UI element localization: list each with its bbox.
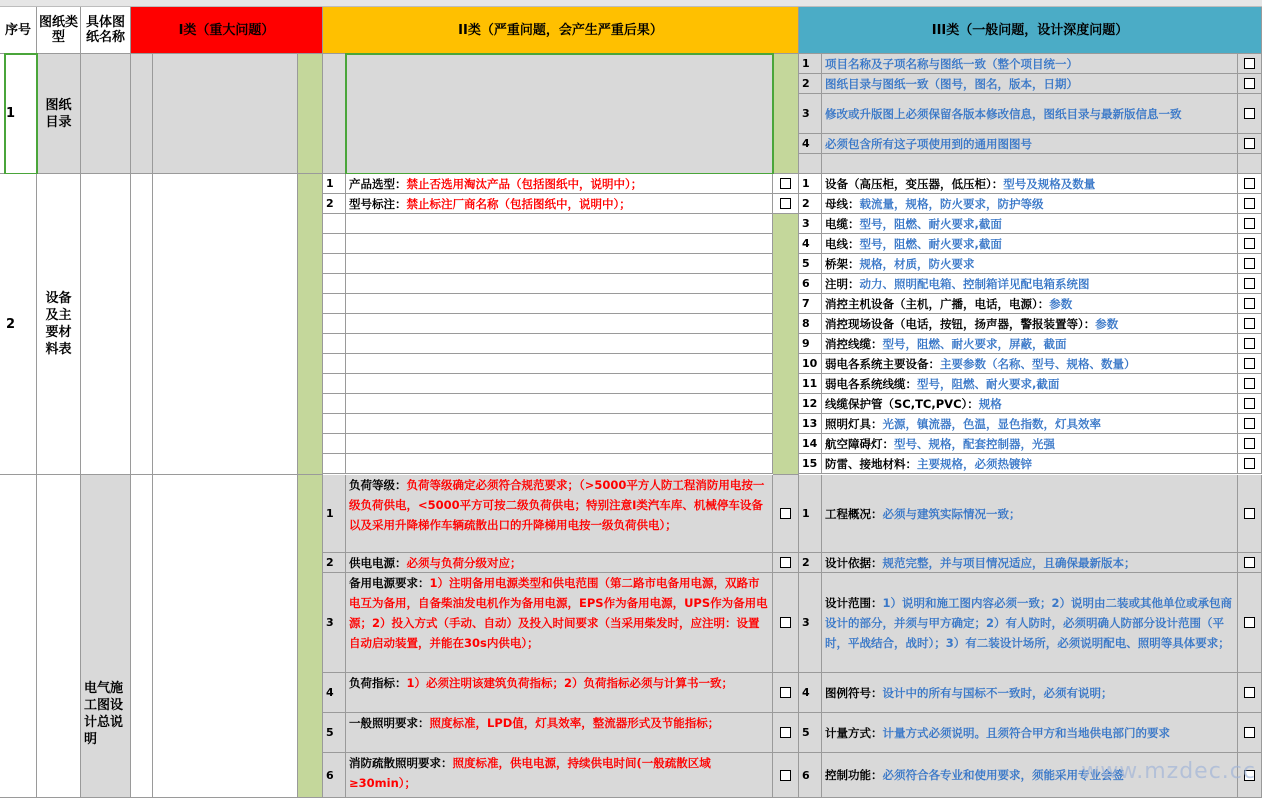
r2c3-num-6[interactable]: 6 [799,274,822,294]
item-content [825,294,1072,314]
item-label: 供电电源： [349,556,407,570]
checkbox-icon[interactable] [780,198,791,209]
r2c2-text-empty[interactable] [346,414,773,434]
item-text: 规格，材质，防火要求 [859,256,975,271]
row2-seq-cell[interactable] [0,174,37,475]
item-label: 设计依据： [825,555,883,570]
checkbox-icon[interactable] [780,508,791,519]
checkbox-icon[interactable] [1244,78,1255,89]
item-content [825,374,1059,394]
checkbox-icon[interactable] [1244,458,1255,469]
r3c2-text-2[interactable] [346,553,773,573]
item-label: 桥架： [825,256,860,271]
row1-cat1-text[interactable] [153,54,298,174]
item-content [825,334,1067,354]
r2c2-text-1[interactable] [346,174,773,194]
r2c3-check-8[interactable] [1238,314,1262,334]
r2c3-text-5[interactable] [822,254,1238,274]
item-content [825,504,1021,524]
r2c2-num-empty[interactable] [323,294,346,314]
checkbox-icon[interactable] [1244,138,1255,149]
r2c2-text-empty[interactable] [346,354,773,374]
row1-cat1-num[interactable] [131,54,153,174]
r3c2-check-5[interactable] [773,713,799,753]
r3c2-check-3[interactable] [773,573,799,673]
item-content [349,194,631,214]
r3c2-check-4[interactable] [773,673,799,713]
checkbox-icon[interactable] [1244,378,1255,389]
r2c3-text-15[interactable] [822,454,1238,474]
row2-type: 设备及主要材料表 [45,291,72,357]
item-label: 弱电各系统线缆： [825,376,917,391]
r2c2-text-empty[interactable] [346,454,773,474]
checkbox-icon[interactable] [1244,398,1255,409]
item-content [825,553,1136,573]
checkbox-icon[interactable] [1244,218,1255,229]
r1c3-check-empty[interactable] [1238,154,1262,174]
item-text: 1）注明备用电源类型和供电范围（第二路市电备用电源，双路市电互为备用，自备柴油发电机作为备用电源，EPS作为备用电源，UPS作为备用电源；2）投入方式（手动、自动）及投入时间要求（当采用柴发时，应注明：设置自动启动装置，并能在30s内供电）； [349,576,768,650]
r2c3-text-6[interactable] [822,274,1238,294]
r3c3-num-2[interactable]: 2 [799,553,822,573]
r2c2-check-2[interactable] [773,194,799,214]
r3c3-text-4[interactable] [822,673,1238,713]
item-text: 照度标准，LPD值，灯具效率，整流器形式及节能指标； [429,716,720,730]
item-text: 型号，阻燃、耐火要求，屏蔽，截面 [882,336,1067,351]
item-text: 光源，镇流器，色温，显色指数，灯具效率 [882,416,1101,431]
checkbox-icon[interactable] [780,770,791,781]
item-text: 参数 [1049,296,1073,311]
row2-name-cell[interactable] [81,174,131,475]
item-content [349,573,769,653]
item-content [825,434,1055,454]
r2c3-num-8[interactable]: 8 [799,314,822,334]
r1c3-text-1[interactable]: 项目名称及子项名称与图纸一致（整个项目统一） [822,54,1238,74]
item-content [825,194,1044,214]
header-category-3[interactable]: III类（一般问题，设计深度问题） [799,7,1262,54]
checkbox-icon[interactable] [1244,278,1255,289]
row-selection-outline [4,53,38,175]
r2c3-num-12[interactable]: 12 [799,394,822,414]
item-text: 型号，阻燃、耐火要求,截面 [917,376,1060,391]
item-label: 照明灯具： [825,416,883,431]
r2c3-check-6[interactable] [1238,274,1262,294]
row3-name-cell[interactable] [81,475,131,798]
r3c3-num-6[interactable]: 6 [799,753,822,798]
r1c3-num-3[interactable]: 3 [799,94,822,134]
r2c2-text-empty[interactable] [346,254,773,274]
r2c2-text-empty[interactable] [346,374,773,394]
r2c3-check-4[interactable] [1238,234,1262,254]
row1-cat2-check[interactable] [773,54,799,174]
row2-seq: 2 [6,316,16,332]
r2c3-num-11[interactable]: 11 [799,374,822,394]
checkbox-icon[interactable] [1244,258,1255,269]
checkbox-icon[interactable] [780,617,791,628]
selected-cell-outline [345,53,774,175]
r2c2-num-empty[interactable] [323,374,346,394]
r1c3-num-1[interactable]: 1 [799,54,822,74]
r1c3-text-2[interactable]: 图纸目录与图纸一致（图号，图名，版本，日期） [822,74,1238,94]
item-label: 消控线缆： [825,336,883,351]
r1c3-num-empty[interactable] [799,154,822,174]
r2c3-num-13[interactable]: 13 [799,414,822,434]
r2c3-check-10[interactable] [1238,354,1262,374]
item-text: 型号、规格，配套控制器，光强 [894,436,1055,451]
item-text: 必须符合各专业和使用要求，须能采用专业会签 [882,768,1124,782]
row1-cat2-num[interactable] [323,54,346,174]
item-text: 禁止标注厂商名称（包括图纸中，说明中）； [406,196,631,211]
item-label: 产品选型： [349,176,407,191]
r2c3-num-9[interactable]: 9 [799,334,822,354]
r3c2-num-1[interactable]: 1 [323,475,346,553]
row1-name-cell[interactable] [81,54,131,174]
column-header-bar [0,0,1262,7]
r3c2-check-6[interactable] [773,753,799,798]
r2c3-text-13[interactable] [822,414,1238,434]
header-drawing-name[interactable]: 具体图纸名称 [81,7,131,54]
item-content [825,314,1118,334]
item-label: 弱电各系统主要设备： [825,356,940,371]
r2c2-num-2[interactable]: 2 [323,194,346,214]
item-text: 禁止否选用淘汰产品（包括图纸中，说明中）； [406,176,643,191]
item-text: 载流量，规格，防火要求，防护等级 [859,196,1044,211]
row3-seq-cell[interactable] [0,475,37,798]
r1c3-text-4[interactable]: 必须包含所有这子项使用到的通用图图号 [822,134,1238,154]
item-content [825,214,1002,234]
r3c3-text-1[interactable] [822,475,1238,553]
item-label: 消控主机设备（主机，广播，电话，电源）： [825,296,1050,311]
r2c3-text-12[interactable] [822,394,1238,414]
checkbox-icon[interactable] [1244,338,1255,349]
row2-cat2-check-col[interactable] [773,174,799,475]
header-category-1[interactable]: I类（重大问题） [131,7,323,54]
r2c2-num-empty[interactable] [323,254,346,274]
r3c3-check-1[interactable] [1238,475,1262,553]
r3c3-text-3[interactable] [822,573,1238,673]
r2c2-text-empty[interactable] [346,234,773,254]
r3c2-text-1[interactable] [346,475,773,553]
r3c2-num-6[interactable]: 6 [323,753,346,798]
item-content [349,475,769,535]
item-text: 参数 [1095,316,1119,331]
checkbox-icon[interactable] [1244,508,1255,519]
item-label: 负荷等级： [349,478,407,492]
r2c3-check-1[interactable] [1238,174,1262,194]
checkbox-icon[interactable] [780,687,791,698]
row3-cat1-num[interactable] [131,475,153,798]
r2c3-text-9[interactable] [822,334,1238,354]
checkbox-icon[interactable] [1244,318,1255,329]
r3c3-num-3[interactable]: 3 [799,573,822,673]
r2c3-text-8[interactable] [822,314,1238,334]
item-content [825,254,975,274]
r2c3-num-15[interactable]: 15 [799,454,822,474]
r3c3-num-1[interactable]: 1 [799,475,822,553]
item-text: 负荷等级确定必须符合规范要求；（>5000平方人防工程消防用电按一级负荷供电，<5000平方可按二级负荷供电；特别注意Ⅰ类汽车库、机械停车设备以及采用升降梯作车辆疏散出口的升降梯用电按一级负荷供电）； [349,478,765,532]
r2c2-num-empty[interactable] [323,314,346,334]
item-content [825,683,1113,703]
r3c2-text-6[interactable] [346,753,773,798]
r2c2-num-empty[interactable] [323,454,346,474]
r3c2-text-5[interactable] [346,713,773,753]
r3c3-num-5[interactable]: 5 [799,713,822,753]
item-label: 计量方式： [825,725,883,740]
r2c2-text-empty[interactable] [346,334,773,354]
checkbox-icon[interactable] [1244,298,1255,309]
checkbox-icon[interactable] [1244,687,1255,698]
item-label: 设计范围： [825,595,883,610]
r3c3-text-2[interactable] [822,553,1238,573]
item-label: 电线： [825,236,860,251]
checkbox-icon[interactable] [1244,557,1255,568]
r3c3-text-5[interactable] [822,713,1238,753]
checkbox-icon[interactable] [1244,418,1255,429]
r2c3-text-4[interactable] [822,234,1238,254]
r2c2-num-empty[interactable] [323,234,346,254]
item-content [825,765,1124,785]
row3-name: 电气施工图设计总说明 [84,681,124,747]
item-content [349,553,769,573]
r2c3-num-3[interactable]: 3 [799,214,822,234]
item-text: 1）必须注明该建筑负荷指标；2）负荷指标必须与计算书一致； [406,676,734,690]
r1c3-check-3[interactable] [1238,94,1262,134]
r2c3-check-15[interactable] [1238,454,1262,474]
item-content [349,673,769,693]
r2c3-num-2[interactable]: 2 [799,194,822,214]
item-label: 线缆保护管（SC,TC,PVC）： [825,396,979,411]
item-text: 规范完整，并与项目情况适应，且确保最新版本； [882,555,1136,570]
r2c3-num-10[interactable]: 10 [799,354,822,374]
header-category-2[interactable]: II类（严重问题，会产生严重后果） [323,7,799,54]
r2c2-num-empty[interactable] [323,394,346,414]
r2c3-check-13[interactable] [1238,414,1262,434]
r2c2-text-empty[interactable] [346,394,773,414]
r2c3-check-7[interactable] [1238,294,1262,314]
r3c3-check-3[interactable] [1238,573,1262,673]
row2-type-cell[interactable] [37,174,81,475]
item-text: 计量方式必须说明。且须符合甲方和当地供电部门的要求 [882,725,1170,740]
r2c3-check-5[interactable] [1238,254,1262,274]
item-text: 型号及规格及数量 [1003,176,1096,191]
item-content [349,753,769,793]
r3c2-num-4[interactable]: 4 [323,673,346,713]
r1c3-num-4[interactable]: 4 [799,134,822,154]
row1-type: 图纸目录 [45,97,72,130]
item-content [825,593,1234,653]
r2c3-check-14[interactable] [1238,434,1262,454]
r3c3-check-4[interactable] [1238,673,1262,713]
item-text: 主要参数（名称、型号、规格、数量） [940,356,1136,371]
r2c2-check-1[interactable] [773,174,799,194]
r2c3-text-10[interactable] [822,354,1238,374]
row2-cat1-num[interactable] [131,174,153,475]
item-text: 照度标准，供电电源，持续供电时间(一般疏散区域≥30min）； [349,756,711,790]
r2c3-text-1[interactable] [822,174,1238,194]
item-text: 动力、照明配电箱、控制箱详见配电箱系统图 [859,276,1090,291]
r3c2-text-3[interactable] [346,573,773,673]
checkbox-icon[interactable] [780,557,791,568]
row1-seq: 1 [6,106,16,121]
row3-cat1-text[interactable] [153,475,298,798]
r2c2-num-1[interactable]: 1 [323,174,346,194]
row1-cat1-check[interactable] [298,54,323,174]
r3c2-num-5[interactable]: 5 [323,713,346,753]
r2c3-num-5[interactable]: 5 [799,254,822,274]
r2c3-text-7[interactable] [822,294,1238,314]
r2c2-text-2[interactable] [346,194,773,214]
r2c3-num-4[interactable]: 4 [799,234,822,254]
r2c3-text-3[interactable] [822,214,1238,234]
r1c3-text-3[interactable]: 修改或升版图上必须保留各版本修改信息，图纸目录与最新版信息一致 [822,94,1238,134]
watermark: www.mzdec.cc [1081,759,1256,784]
r3c3-num-4[interactable]: 4 [799,673,822,713]
checkbox-icon[interactable] [780,178,791,189]
r3c3-check-2[interactable] [1238,553,1262,573]
r2c2-text-empty[interactable] [346,434,773,454]
row2-cat1-text[interactable] [153,174,298,475]
r1c3-num-2[interactable]: 2 [799,74,822,94]
r2c3-text-2[interactable] [822,194,1238,214]
checkbox-icon[interactable] [1244,438,1255,449]
item-content [825,394,1002,414]
item-label: 电缆： [825,216,860,231]
r2c3-text-14[interactable] [822,434,1238,454]
item-label: 型号标注： [349,196,407,211]
item-label: 备用电源要求： [349,576,430,590]
item-label: 负荷指标： [349,676,407,690]
r2c3-check-11[interactable] [1238,374,1262,394]
item-text: 型号，阻燃、耐火要求,截面 [859,216,1002,231]
r2c2-text-empty[interactable] [346,274,773,294]
r3c2-text-4[interactable] [346,673,773,713]
r2c3-num-1[interactable]: 1 [799,174,822,194]
item-content [825,234,1002,254]
r2c2-num-empty[interactable] [323,214,346,234]
checkbox-icon[interactable] [1244,238,1255,249]
item-content [825,354,1136,374]
r3c3-check-5[interactable] [1238,713,1262,753]
item-label: 设备（高压柜，变压器，低压柜）： [825,176,1004,191]
r1c3-check-2[interactable] [1238,74,1262,94]
r2c2-num-empty[interactable] [323,434,346,454]
item-label: 航空障碍灯： [825,436,894,451]
row3-type-cell[interactable] [37,475,81,798]
item-text: 必须与负荷分级对应； [406,556,522,570]
item-label: 防雷、接地材料： [825,456,917,471]
row1-type-cell[interactable] [37,54,81,174]
item-content [825,414,1101,434]
item-text: 设计中的所有与国标不一致时，必须有说明； [882,685,1113,700]
checkbox-icon[interactable] [1244,727,1255,738]
item-label: 图例符号： [825,685,883,700]
r2c3-check-2[interactable] [1238,194,1262,214]
r2c3-check-12[interactable] [1238,394,1262,414]
checkbox-icon[interactable] [780,727,791,738]
item-text: 型号，阻燃、耐火要求,截面 [859,236,1002,251]
r2c2-text-empty[interactable] [346,314,773,334]
item-label: 消防疏散照明要求： [349,756,453,770]
row2-cat1-check[interactable] [298,174,323,475]
header-drawing-type[interactable]: 图纸类型 [37,7,81,54]
item-text: 规格 [978,396,1002,411]
checkbox-icon[interactable] [1244,617,1255,628]
r2c2-text-empty[interactable] [346,214,773,234]
r2c3-text-11[interactable] [822,374,1238,394]
checkbox-icon[interactable] [1244,198,1255,209]
r2c2-num-empty[interactable] [323,274,346,294]
checkbox-icon[interactable] [1244,58,1255,69]
item-label: 母线： [825,196,860,211]
r3c2-num-2[interactable]: 2 [323,553,346,573]
r2c2-num-empty[interactable] [323,334,346,354]
r2c3-check-3[interactable] [1238,214,1262,234]
checkbox-icon[interactable] [1244,358,1255,369]
r2c2-num-empty[interactable] [323,414,346,434]
item-label: 消控现场设备（电话，按钮，扬声器，警报装置等）： [825,316,1096,331]
r2c3-check-9[interactable] [1238,334,1262,354]
item-content [349,713,769,733]
item-text: 主要规格，必须热镀锌 [917,456,1032,471]
item-label: 注明： [825,276,860,291]
r2c2-text-empty[interactable] [346,294,773,314]
r3c2-num-3[interactable]: 3 [323,573,346,673]
checkbox-icon[interactable] [1244,178,1255,189]
item-text: 1）说明和施工图内容必须一致；2）说明由二装或其他单位或承包商设计的部分，并须与甲方确定；2）有人防时，必须明确人防部分设计范围（平时，平战结合，战时）；3）有二装设计场所，必须说明配电、照明等具体要求； [825,595,1232,650]
r2c3-num-7[interactable]: 7 [799,294,822,314]
r1c3-check-1[interactable] [1238,54,1262,74]
item-content [825,174,1095,194]
r1c3-check-4[interactable] [1238,134,1262,154]
r2c3-num-14[interactable]: 14 [799,434,822,454]
r3c2-check-1[interactable] [773,475,799,553]
row3-cat1-check[interactable] [298,475,323,798]
item-label: 工程概况： [825,506,883,521]
item-content [825,723,1170,743]
checkbox-icon[interactable] [1244,108,1255,119]
item-label: 控制功能： [825,768,883,782]
r1c3-text-empty[interactable] [822,154,1238,174]
header-seq[interactable]: 序号 [0,7,37,54]
item-text: 必须与建筑实际情况一致； [882,506,1021,521]
item-content [825,274,1090,294]
r3c2-check-2[interactable] [773,553,799,573]
item-label: 一般照明要求： [349,716,430,730]
item-content [349,174,642,194]
r2c2-num-empty[interactable] [323,354,346,374]
item-content [825,454,1032,474]
